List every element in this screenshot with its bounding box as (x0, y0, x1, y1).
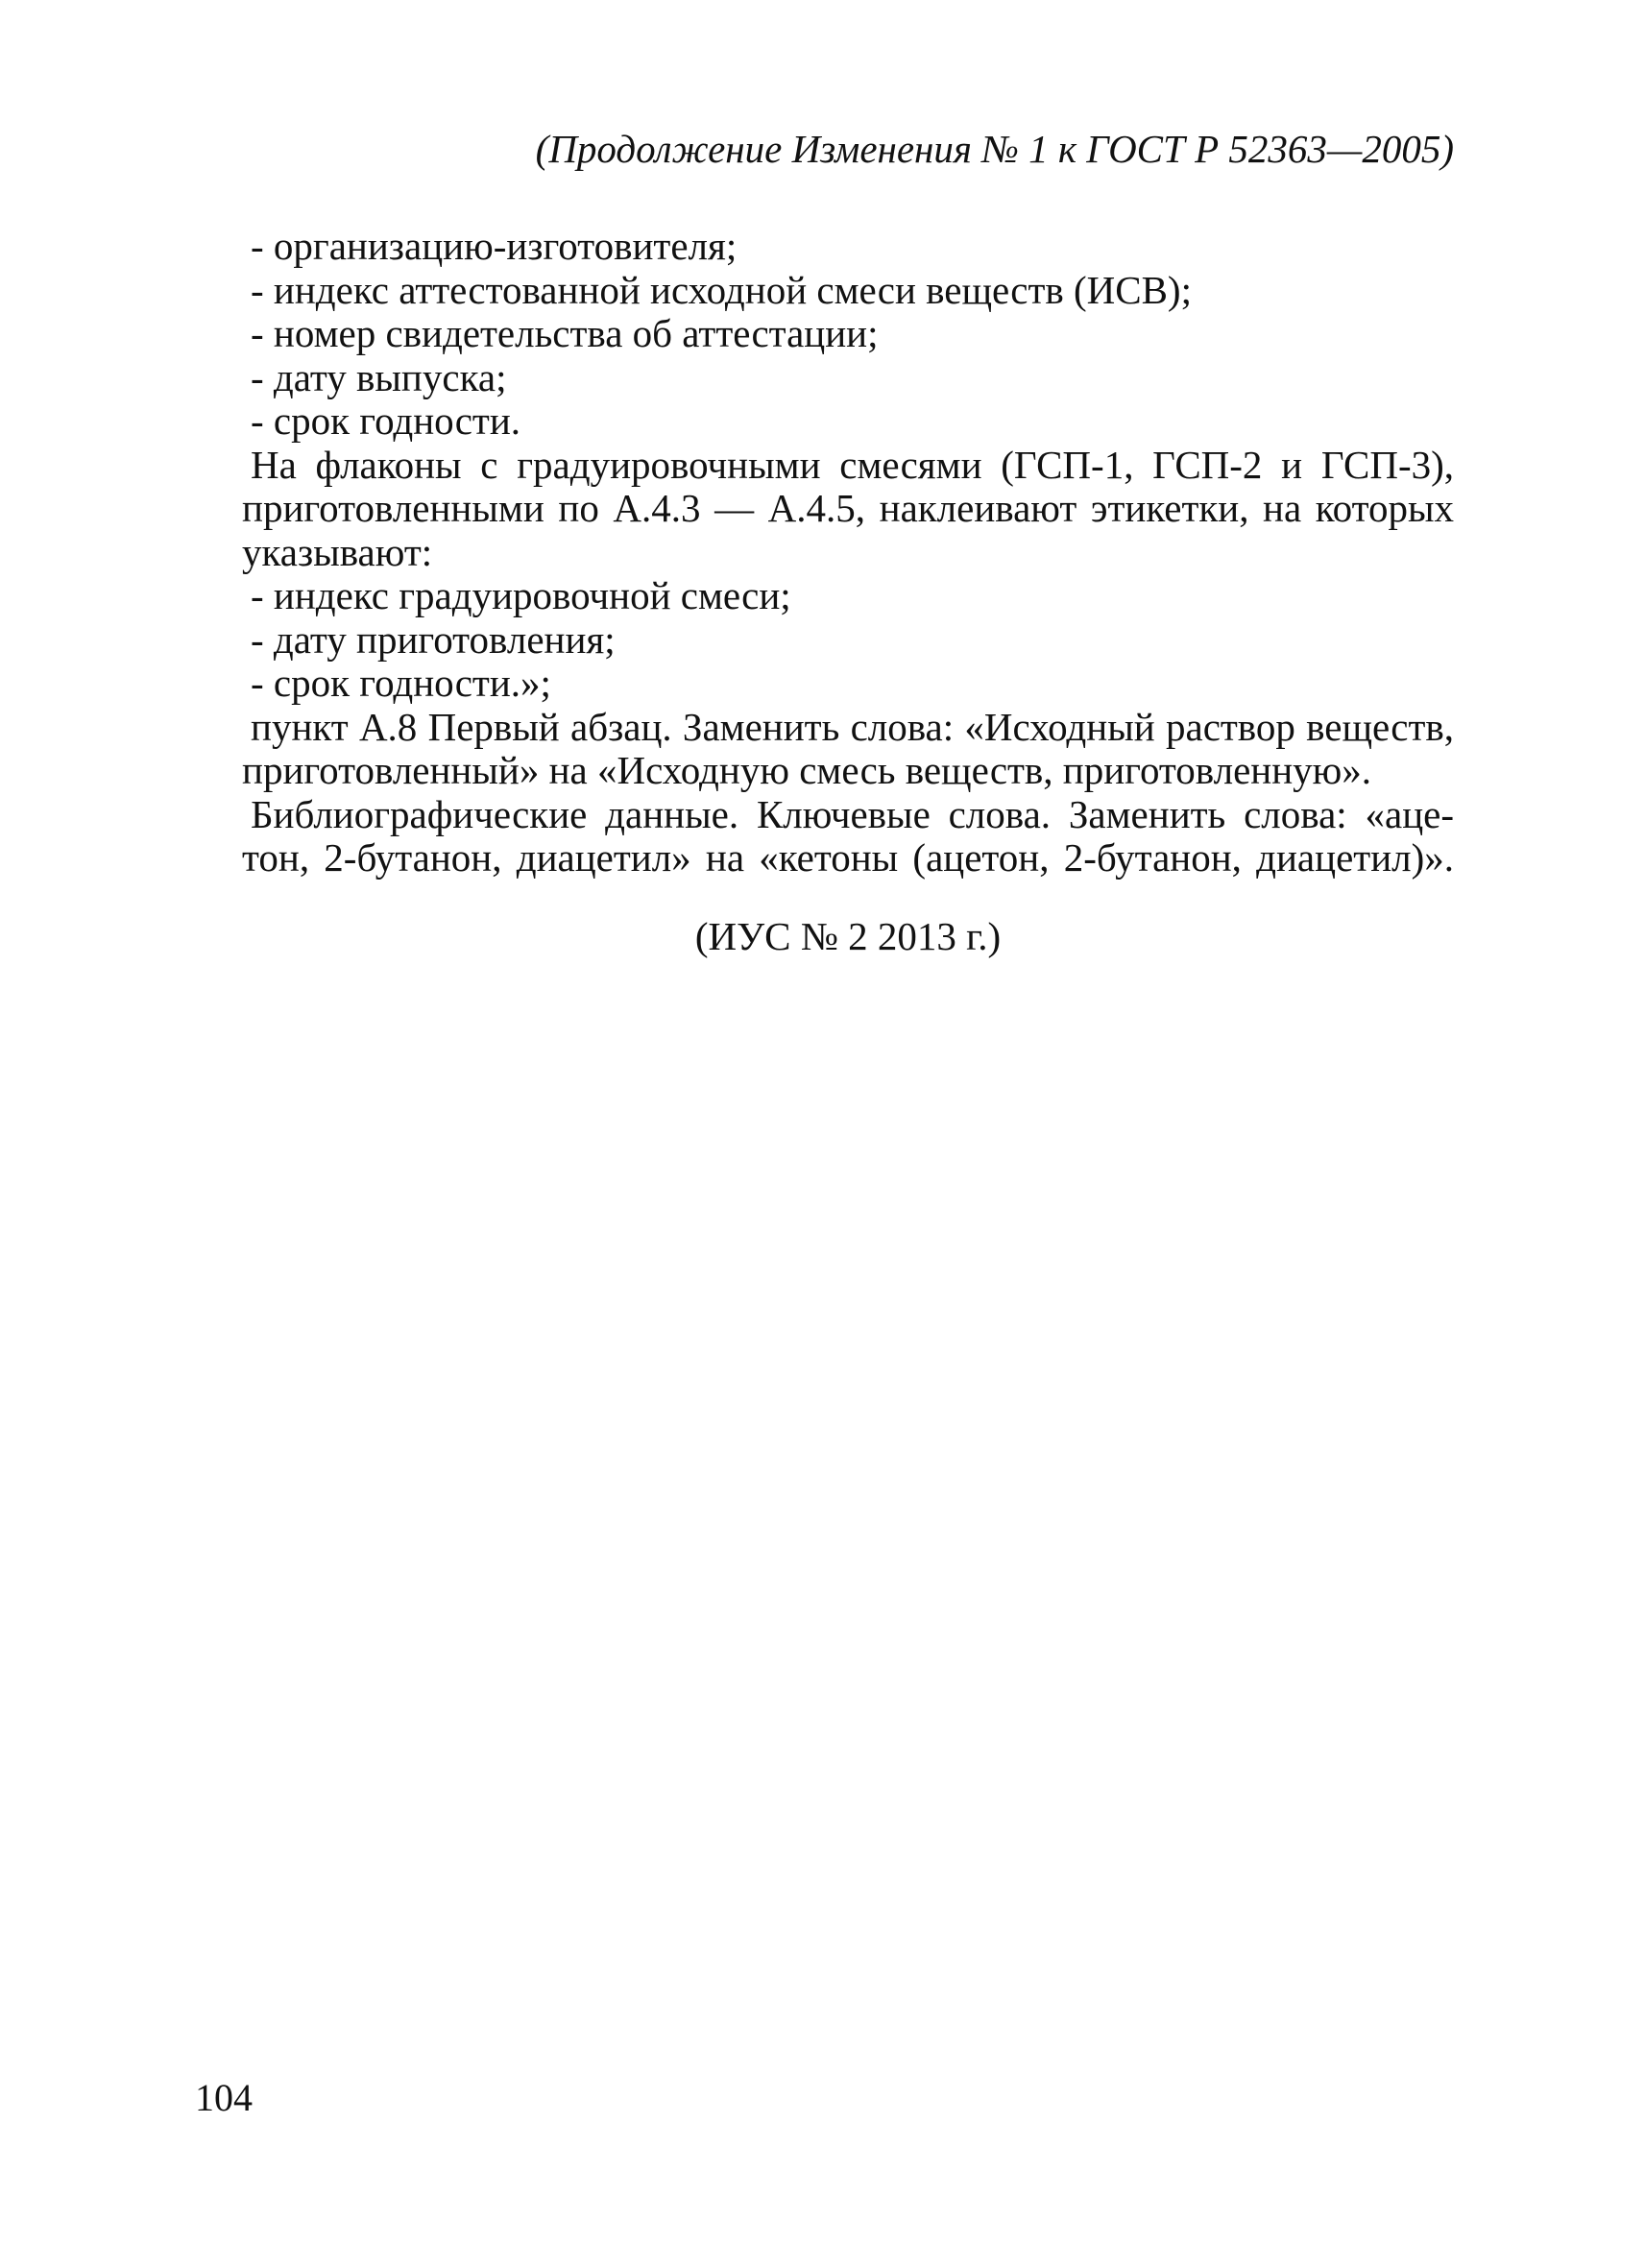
text-line: приготовленный» на «Исходную смесь веществ, приготовленную». (242, 748, 1372, 792)
text-line: тон, 2-бутанон, диацетил» на «кетоны (ацетон, 2-бутанон, диацетил)». (242, 835, 1454, 880)
text-line: - дату выпуска; (251, 354, 507, 399)
text-line: пункт А.8 Первый абзац. Заменить слова: «Исходный раствор веществ, (251, 704, 1454, 749)
document-body (242, 225, 1454, 881)
text-line: - организацию-изготовителя; (251, 224, 738, 268)
text-line: - индекс градуировочной смеси; (251, 573, 791, 617)
page-number: 104 (195, 2076, 253, 2119)
publication-note: (ИУС № 2 2013 г.) (694, 914, 1002, 958)
text-line: На флаконы с градуировочными смесями (ГСП-1, ГСП-2 и ГСП-3), (251, 442, 1454, 487)
text-line: приготовленными по А.4.3 — А.4.5, наклеивают этикетки, на которых (242, 486, 1454, 530)
text-line: - срок годности.»; (251, 661, 551, 705)
text-line: указывают: (242, 529, 433, 574)
text-line: - срок годности. (251, 398, 521, 443)
text-line: - индекс аттестованной исходной смеси веществ (ИСВ); (251, 267, 1192, 312)
text-line: - номер свидетельства об аттестации; (251, 311, 879, 355)
text-line: Библиографические данные. Ключевые слова. Заменить слова: «аце- (251, 791, 1454, 836)
text-line: - дату приготовления; (251, 616, 616, 662)
page-header: (Продолжение Изменения № 1 к ГОСТ Р 52363—2005) (535, 127, 1454, 171)
